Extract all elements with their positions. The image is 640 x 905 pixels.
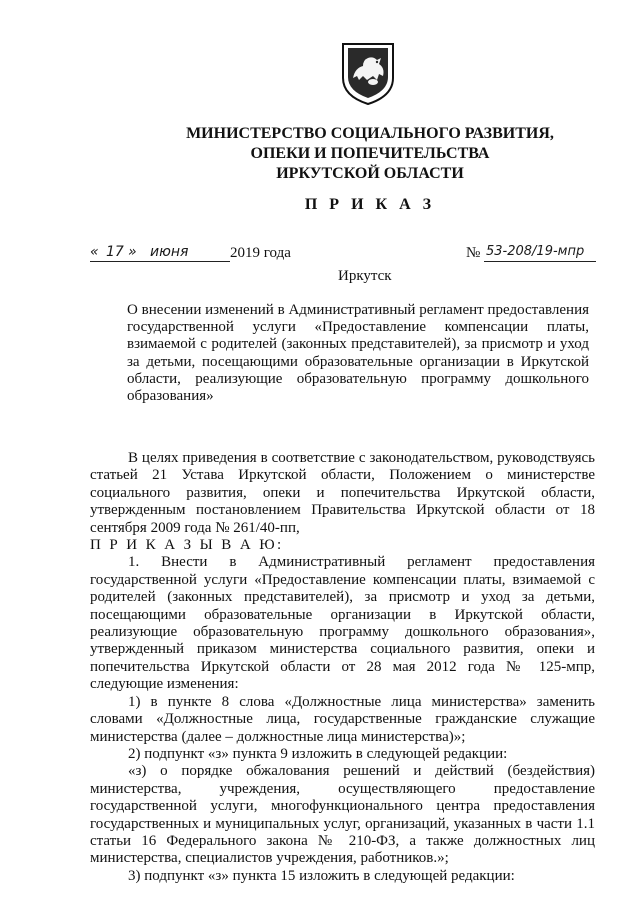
date-year: 2019 года <box>230 245 291 261</box>
order-body <box>90 450 595 885</box>
date-underline <box>90 261 230 262</box>
ministry-name-line1: МИНИСТЕРСТВО СОЦИАЛЬНОГО РАЗВИТИЯ, <box>186 125 554 142</box>
city-name: Иркутск <box>338 268 392 284</box>
subitem-1-paragraph: 1) в пункте 8 слова «Должностные лица министерства» заменить словами «Должностные лица, государственные гражданские служащие министерства (далее – должностные лица министерства)»; <box>90 693 595 745</box>
order-number-handwritten: 53-208/19-мпр <box>486 244 585 259</box>
coat-of-arms-emblem <box>333 38 403 108</box>
date-quote-close: » <box>128 244 137 260</box>
ministry-name-line2: ОПЕКИ И ПОПЕЧИТЕЛЬСТВА <box>250 145 490 162</box>
order-subject: О внесении изменений в Административный регламент предоставления государственной услуги «Предоставление компенсации платы, взимаемой с родителей (законных представителей), за присмотр и уход за детьми, посещающими образовательные организации в Иркутской области, реализующие образовательную программу дошкольного образования» <box>127 302 589 405</box>
subitem-2-text-paragraph: «з) о порядке обжалования решений и действий (бездействия) министерства, учреждения, осуществляющего предоставление государственной услуги, многофункционального центра предоставления государственных и муниципальных услуг, организаций, указанных в части 1.1 статьи 16 Федерального закона № 210-ФЗ, а также должностных лиц министерства, специалистов учреждения, работников.»; <box>90 763 595 867</box>
order-word: П Р И К А З Ы В А Ю: <box>90 537 284 554</box>
date-quote-open: « <box>90 244 99 260</box>
order-number-prefix: № <box>466 245 481 261</box>
document-type-title: П Р И К А З <box>304 196 436 213</box>
subitem-2-paragraph: 2) подпункт «з» пункта 9 изложить в следующей редакции: <box>128 745 508 762</box>
date-month-handwritten: июня <box>150 244 189 260</box>
ministry-name-line3: ИРКУТСКОЙ ОБЛАСТИ <box>276 165 464 182</box>
subitem-3-paragraph: 3) подпункт «з» пункта 15 изложить в следующей редакции: <box>128 867 515 884</box>
item-1-paragraph: 1. Внести в Административный регламент предоставления государственной услуги «Предоставление компенсации платы, взимаемой с родителей (законных представителей), за присмотр и уход за детьми, посещающими образовательные организации в Иркутской области, реализующие образовательную программу дошкольного образования», утвержденный приказом министерства социального развития, опеки и попечительства Иркутской области от 28 мая 2012 года № 125-мпр, следующие изменения: <box>90 554 595 693</box>
date-day-handwritten: 17 <box>106 244 124 260</box>
number-underline <box>484 261 596 262</box>
preamble-paragraph: В целях приведения в соответствие с законодательством, руководствуясь статьей 21 Устава Иркутской области, Положением о министерстве социального развития, опеки и попечительства Иркутской области, утвержденным постановлением Правительства Иркутской области от 18 сентября 2009 года № 261/40-пп, <box>90 450 595 536</box>
